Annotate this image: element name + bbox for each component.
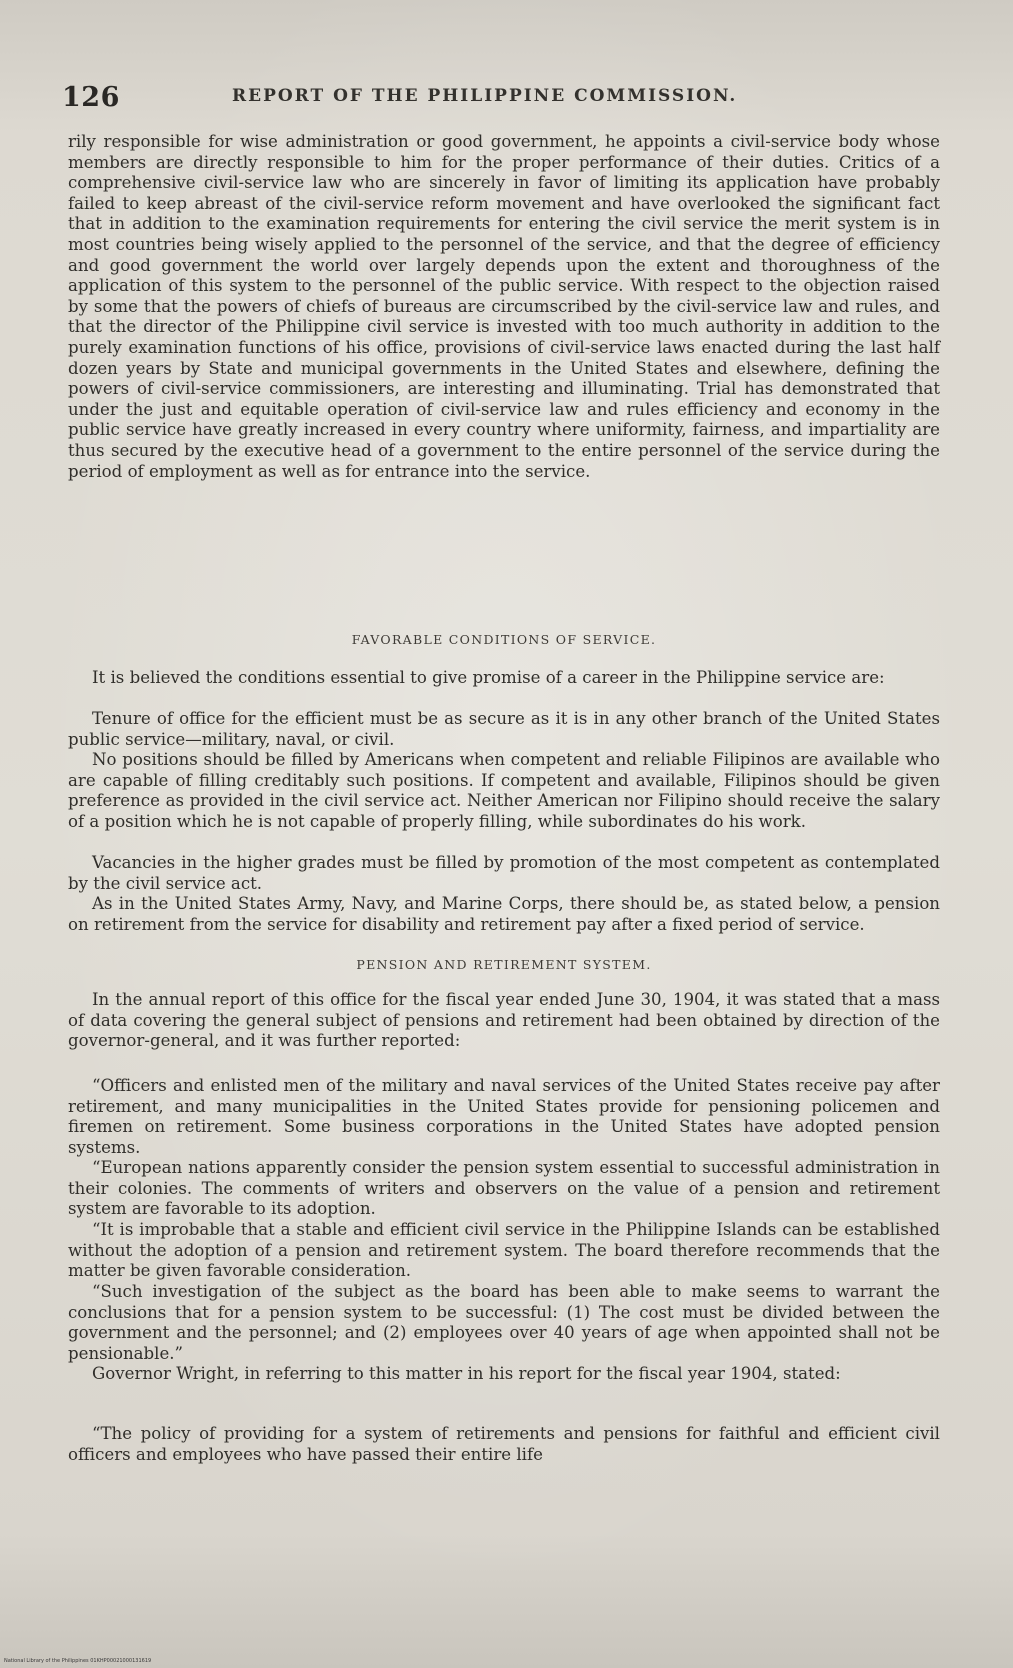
paragraph-annual-report: In the annual report of this office for the fiscal year ended June 30, 1904, it was stated that a mass of data covering the general subject of pensions and retirement had been obtained by direction of the governor-general, and it was further reported:	[68, 990, 940, 1051]
quote-investigation: “Such investigation of the subject as the board has been able to make seems to warrant the conclusions that for a pension system to be successful: (1) The cost must be divided between the government and the personnel; and (2) employees over 40 years of age when appointed shall not be pensionable.”	[68, 1282, 940, 1363]
running-head: REPORT OF THE PHILIPPINE COMMISSION.	[232, 86, 738, 106]
quote-european-nations: “European nations apparently consider the pension system essential to successful administration in their colonies. The comments of writers and observers on the value of a pension and retirement system are favorable to its adoption.	[68, 1158, 940, 1219]
page-number: 126	[62, 82, 120, 113]
quote-officers: “Officers and enlisted men of the military and naval services of the United States receive pay after retirement, and many municipalities in the United States provide for pensioning policemen and firemen on retirement. Some business corporations in the United States have adopted pension systems.	[68, 1076, 940, 1157]
quote-improbable: “It is improbable that a stable and efficient civil service in the Philippine Islands can be established without the adoption of a pension and retirement system. The board therefore recommends that the matter be given favorable consideration.	[68, 1220, 940, 1281]
paragraph-pension-statement: As in the United States Army, Navy, and Marine Corps, there should be, as stated below, a pension on retirement from the service for disability and retirement pay after a fixed period of service.	[68, 894, 940, 934]
digitization-source-label: National Library of the Philippines 01KHP00021000131619	[4, 1658, 152, 1664]
paragraph-positions: No positions should be filled by Americans when competent and reliable Filipinos are available who are capable of filling creditably such positions. If competent and available, Filipinos should be given preference as provided in the civil service act. Neither American nor Filipino should receive the salary of a position which he is not capable of properly filling, while subordinates do his work.	[68, 750, 940, 831]
section-heading-favorable-conditions: FAVORABLE CONDITIONS OF SERVICE.	[351, 632, 657, 647]
paragraph-opening: rily responsible for wise administration or good government, he appoints a civil-service body whose members are directly responsible to him for the proper performance of their duties. Critics of a comprehensive civil-service law who are sincerely in favor of limiting its application have probably failed to keep abreast of the civil-service reform movement and have overlooked the significant fact that in addition to the examination requirements for entering the civil service the merit system is in most countries being wisely applied to the personnel of the service, and that the degree of efficiency and good government the world over largely depends upon the extent and thoroughness of the application of this system to the personnel of the public service. With respect to the objection raised by some that the powers of chiefs of bureaus are circumscribed by the civil-service law and rules, and that the director of the Philippine civil service is invested with too much authority in addition to the purely examination functions of his office, provisions of civil-service laws enacted during the last half dozen years by State and municipal governments in the United States and elsewhere, defining the powers of civil-service commissioners, are interesting and illuminating. Trial has demonstrated that under the just and equitable operation of civil-service law and rules efficiency and economy in the public service have greatly increased in every country where uniformity, fairness, and impartiality are thus secured by the executive head of a government to the entire personnel of the service during the period of employment as well as for entrance into the service.	[68, 132, 940, 481]
page-header	[62, 82, 952, 122]
paragraph-vacancies: Vacancies in the higher grades must be filled by promotion of the most competent as contemplated by the civil service act.	[68, 853, 940, 893]
quote-policy: “The policy of providing for a system of retirements and pensions for faithful and efficient civil officers and employees who have passed their entire life	[68, 1424, 940, 1464]
paragraph-tenure: Tenure of office for the efficient must be as secure as it is in any other branch of the United States public service—military, naval, or civil.	[68, 709, 940, 749]
paragraph-governor-wright: Governor Wright, in referring to this matter in his report for the fiscal year 1904, stated:	[92, 1364, 841, 1383]
paragraph-conditions-intro: It is believed the conditions essential to give promise of a career in the Philippine service are:	[92, 668, 885, 687]
section-heading-pension-retirement: PENSION AND RETIREMENT SYSTEM.	[356, 957, 652, 972]
